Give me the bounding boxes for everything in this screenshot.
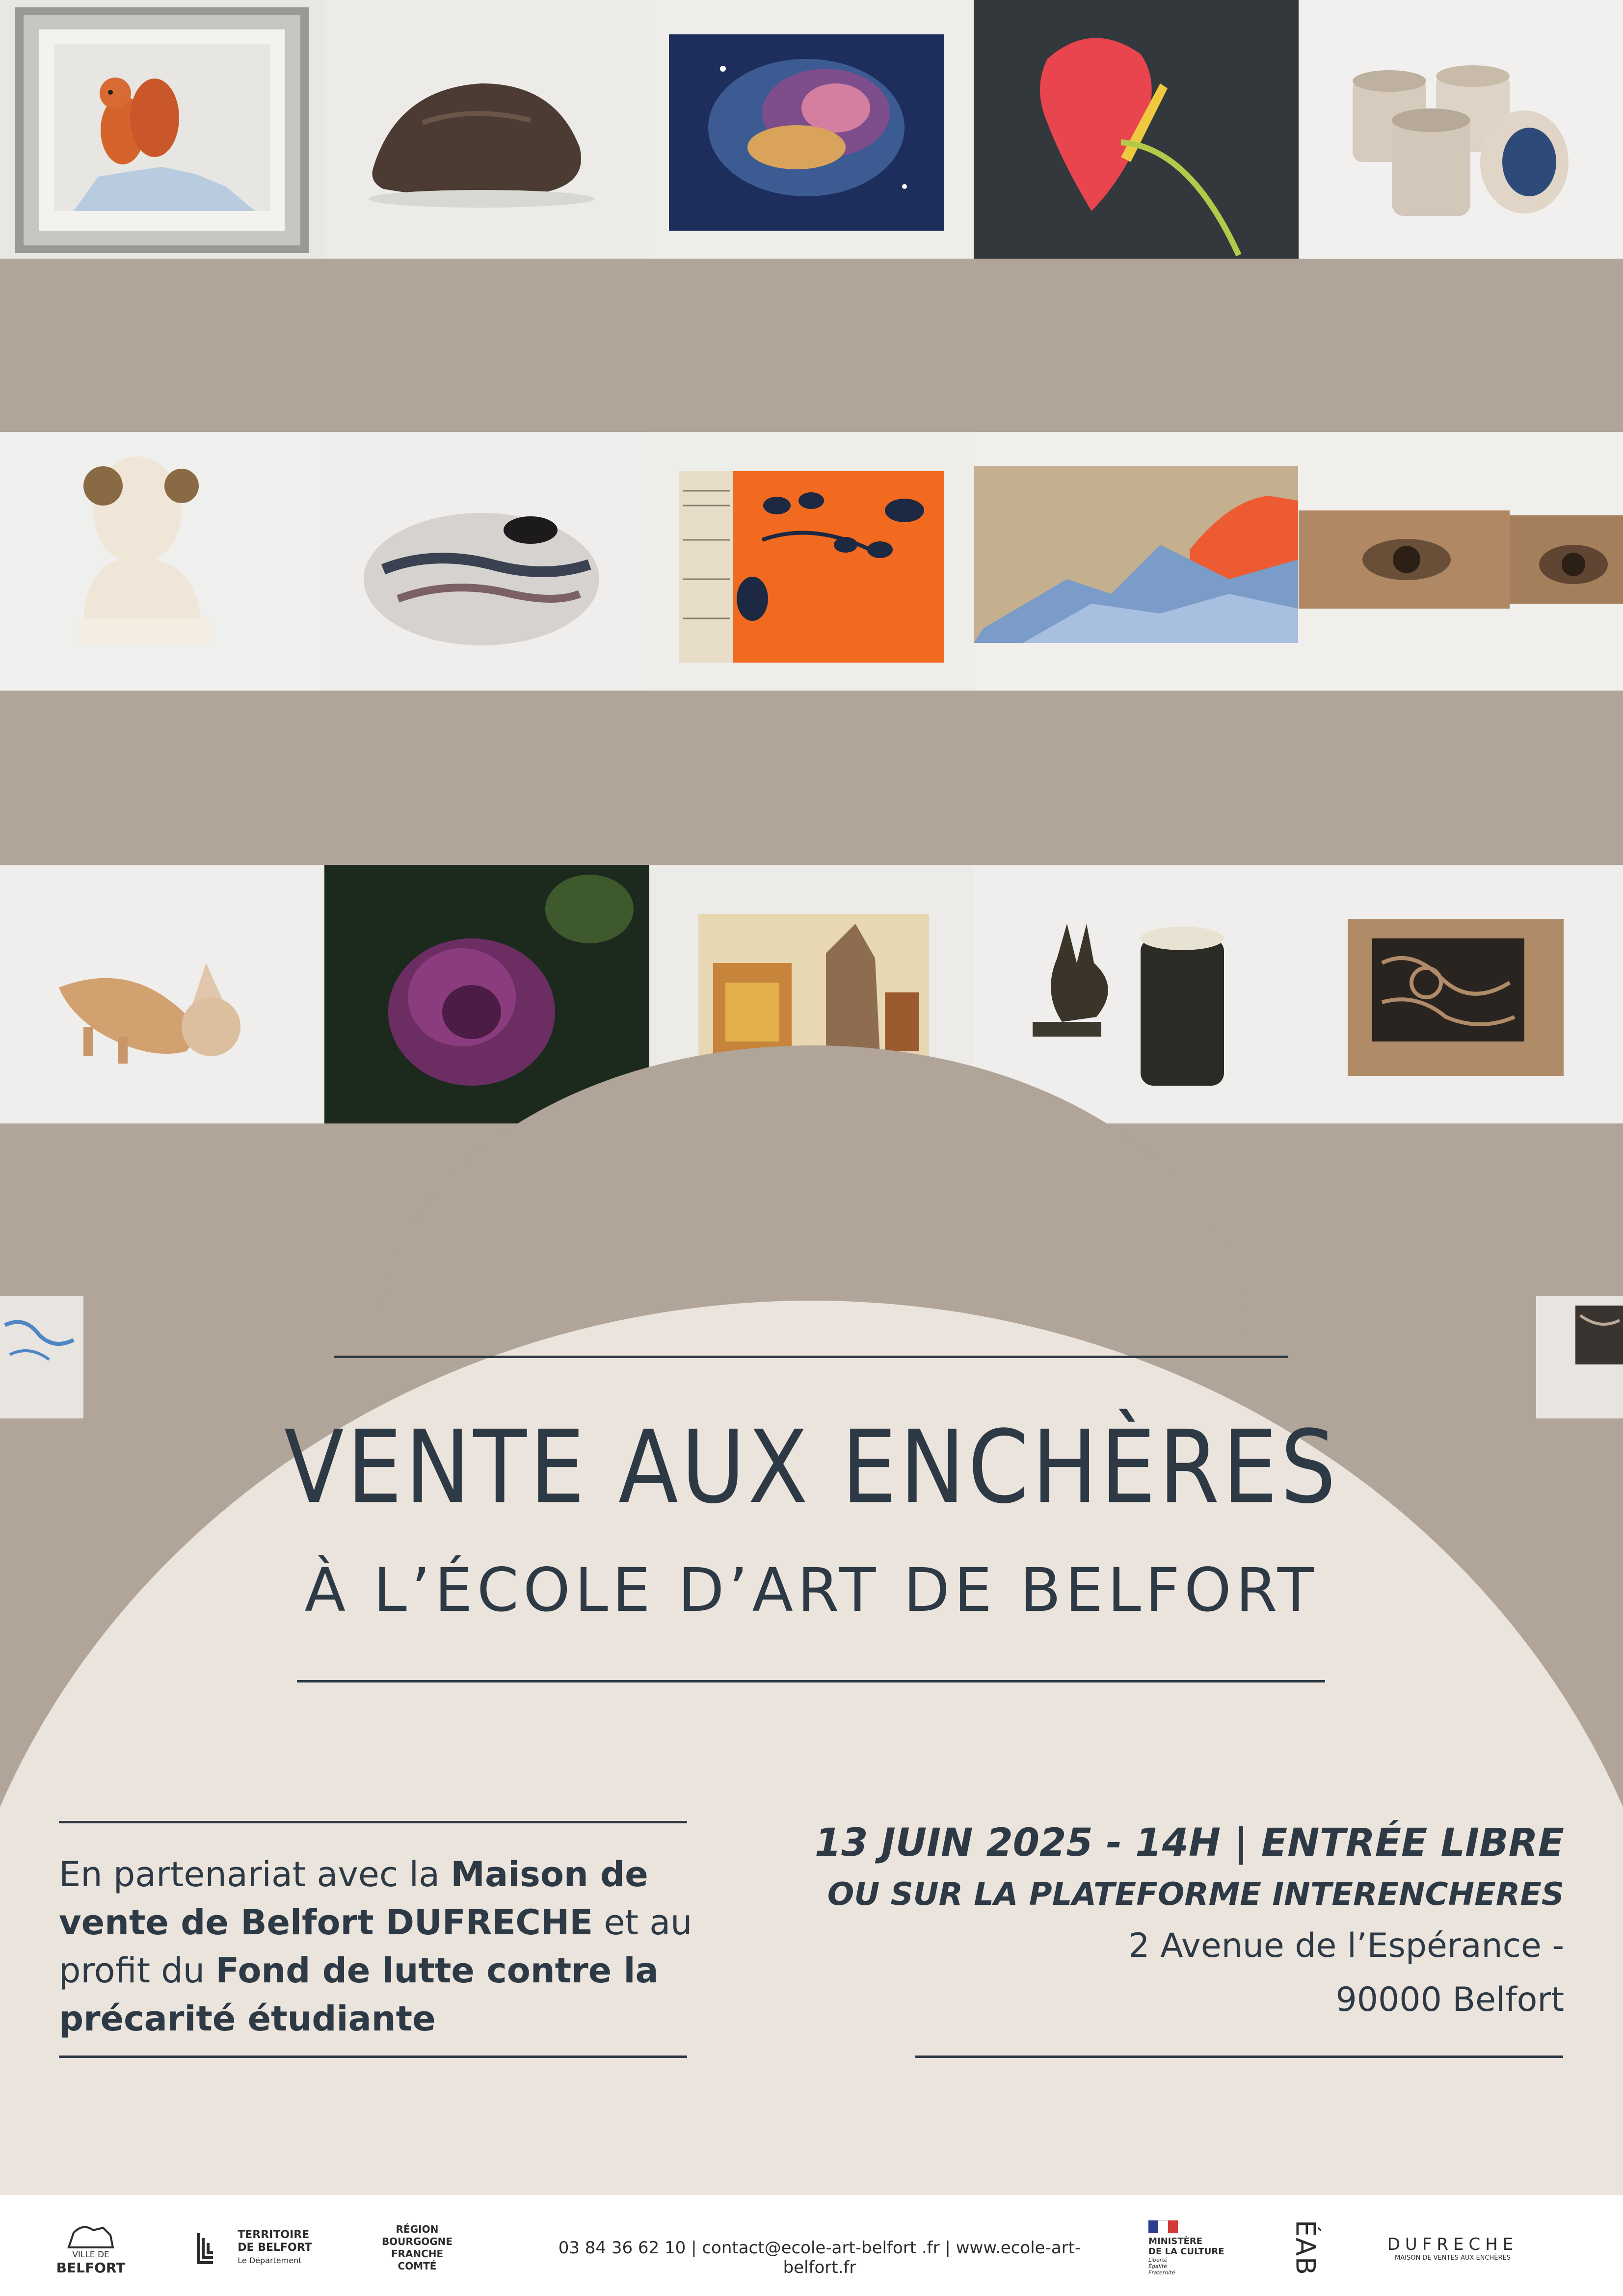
logo-territoire-belfort — [186, 2214, 319, 2282]
logo-dufreche-tagline: MAISON DE VENTES AUX ENCHÈRES — [1395, 2254, 1511, 2262]
logo-ministere-line1: MINISTÈRE — [1148, 2236, 1203, 2246]
photo-linocut — [1299, 865, 1623, 1123]
partner-text-part2: et au profit du — [59, 1902, 692, 1991]
partner-text-part1: En partenariat avec la — [59, 1854, 451, 1895]
logo-dufreche — [1369, 2214, 1536, 2282]
event-address-line2: 90000 Belfort — [1335, 1980, 1564, 2019]
photo-edge-left — [0, 1296, 83, 1418]
title-bottom-rule — [297, 1680, 1325, 1682]
logo-territoire-line2: DE BELFORT — [238, 2242, 312, 2254]
photo-clay-sculpture — [324, 0, 649, 259]
title-main: VENTE AUX ENCHÈRES — [284, 1409, 1339, 1526]
event-address-line1: 2 Avenue de l’Espérance - — [1128, 1926, 1564, 1965]
photo-clay-creature — [0, 865, 324, 1123]
photo-edge-right — [1536, 1296, 1623, 1418]
partner-text-bold1: Maison de vente de Belfort DUFRECHE — [59, 1854, 648, 1943]
partner-text-bold2: Fond de lutte contre la précarité étudiante — [59, 1950, 659, 2039]
logo-territoire-line1: TERRITOIRE — [238, 2229, 310, 2241]
footer-contact: 03 84 36 62 10 | contact@ecole-art-belfort .fr | www.ecole-art-belfort.fr — [558, 2238, 1081, 2277]
logo-ministere-line4: Égalité — [1148, 2263, 1167, 2269]
photo-mountain-painting — [974, 432, 1298, 691]
photo-ceramic-cups — [1299, 0, 1623, 259]
logo-ville-name: BELFORT — [56, 2259, 126, 2276]
logo-region-line4: COMTÉ — [398, 2260, 437, 2272]
partner-bottom-rule — [59, 2056, 687, 2058]
title-top-rule — [334, 1356, 1288, 1358]
logo-eab — [1283, 2214, 1328, 2282]
photo-squirrel-painting — [0, 0, 324, 259]
photo-faun-bust — [0, 432, 324, 691]
logo-region — [373, 2214, 461, 2282]
logo-ministere-line5: Fraternité — [1148, 2269, 1175, 2276]
lion-icon — [64, 2220, 118, 2250]
photo-row-2 — [0, 432, 1623, 691]
partner-top-rule — [59, 1821, 687, 1823]
logo-ville-top: VILLE DE — [72, 2249, 109, 2260]
logo-ministere-line2: DE LA CULTURE — [1148, 2246, 1224, 2257]
photo-anthurium-painting — [974, 0, 1298, 259]
logo-eab-text: ÉAB — [1290, 2219, 1321, 2276]
partner-text — [59, 1850, 697, 2043]
french-flag-icon — [1148, 2220, 1178, 2233]
photo-row-1 — [0, 0, 1623, 259]
logo-dufreche-name: DUFRECHE — [1387, 2234, 1518, 2254]
photo-eyes-woodcut — [1299, 432, 1623, 691]
logo-region-line1: RÉGION — [396, 2223, 439, 2235]
logo-region-line2: BOURGOGNE — [381, 2236, 453, 2247]
event-date: 13 JUIN 2025 - 14H | ENTRÉE LIBRE — [815, 1821, 1564, 1865]
event-info — [681, 1816, 1564, 2027]
tower-icon — [193, 2228, 233, 2268]
event-online: OU SUR LA PLATEFORME INTERENCHERES — [827, 1876, 1564, 1913]
title-sub: À L’ÉCOLE D’ART DE BELFORT — [304, 1555, 1319, 1625]
photo-nebula-painting — [649, 0, 974, 259]
logo-ville-belfort — [54, 2214, 128, 2282]
logo-ministere-line3: Liberté — [1148, 2256, 1168, 2263]
photo-glazed-pebble-vase — [324, 432, 649, 691]
logo-territoire-line3: Le Département — [238, 2256, 302, 2265]
logo-region-line3: FRANCHE — [391, 2248, 444, 2260]
photo-birds-collage — [649, 432, 974, 691]
event-bottom-rule — [915, 2056, 1563, 2058]
logo-ministere-culture — [1148, 2214, 1247, 2282]
